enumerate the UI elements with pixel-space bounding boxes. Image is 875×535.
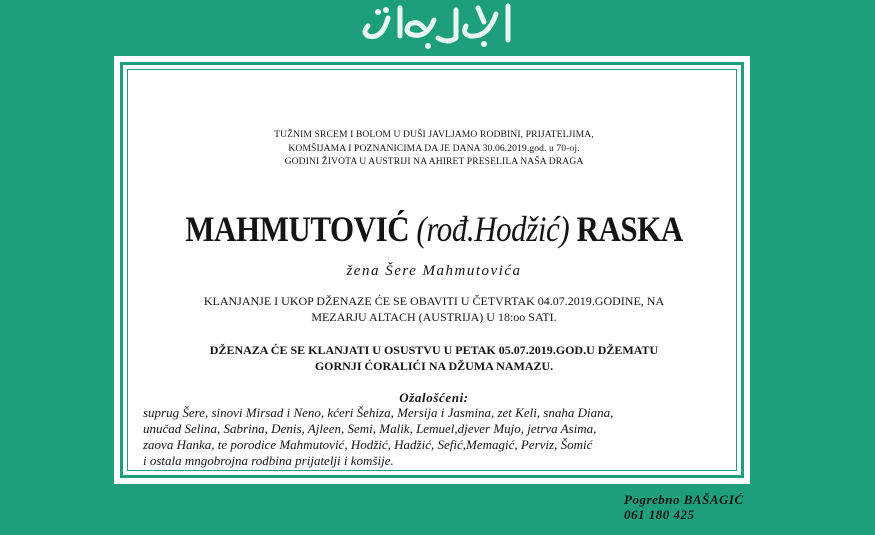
mourners-line: i ostala mngobrojna rodbina prijatelji i komšije. — [143, 453, 394, 468]
funeral-details — [116, 294, 752, 325]
funeral-line: KLANJANJE I UKOP DŽENAZE ĆE SE OBAVITI U ČETVRTAK 04.07.2019.GODINE, NA — [203, 294, 665, 308]
mourners-list — [143, 405, 732, 469]
funeral-home-info — [624, 492, 744, 522]
deceased-maiden-name: (rođ.Hodžić) — [416, 209, 570, 249]
intro-line: GODINI ŽIVOTA U AUSTRIJI NA AHIRET PRESELILA NAŠA DRAGA — [284, 156, 584, 167]
header-calligraphy — [0, 0, 875, 56]
obituary-panel — [114, 56, 750, 484]
funeral-line: MEZARJU ALTACH (AUSTRIJA) U 18:oo SATI. — [311, 309, 557, 324]
deceased-surname: MAHMUTOVIĆ — [185, 209, 410, 249]
arabic-calligraphy-icon — [338, 0, 538, 52]
mourners-line: unučad Selina, Sabrina, Denis, Ajleen, Semi, Malik, Lemuel,djever Mujo, jetrva Asima, — [143, 421, 597, 436]
intro-line: KOMŠIJAMA I POZNANICIMA DA JE DANA 30.06.2019.god. u 70-oj. — [288, 142, 580, 154]
funeral-home-phone: 061 180 425 — [624, 507, 695, 522]
intro-line: TUŽNIM SRCEM I BOLOM U DUŠI JAVLJAMO RODBINI, PRIJATELJIMA, — [274, 129, 594, 140]
spouse-line: žena Šere Mahmutovića — [346, 263, 522, 279]
funeral-home-name: Pogrebno BAŠAGIĆ — [624, 492, 744, 507]
deceased-first-name: RASKA — [576, 209, 683, 249]
mourners-title: Ožalošćeni: — [399, 390, 469, 405]
mourners-line: zaova Hanka, te porodice Mahmutović, Hodžić, Hadžić, Sefić,Memagić, Perviz, Šomić — [143, 437, 593, 452]
mourners-line: suprug Šere, sinovi Mirsad i Neno, kćeri Šehiza, Mersija i Jasmina, zet Keli, snaha Diana, — [143, 405, 614, 420]
prayer-details — [116, 343, 752, 374]
obituary-content — [116, 58, 752, 486]
prayer-line: DŽENAZA ĆE SE KLANJATI U OSUSTVU U PETAK 05.07.2019.GOD.U DŽEMATU — [209, 343, 659, 357]
deceased-name — [161, 208, 708, 250]
prayer-line: GORNJI ĆORALIĆI NA DŽUMA NAMAZU. — [314, 358, 554, 373]
intro-text — [116, 128, 752, 169]
